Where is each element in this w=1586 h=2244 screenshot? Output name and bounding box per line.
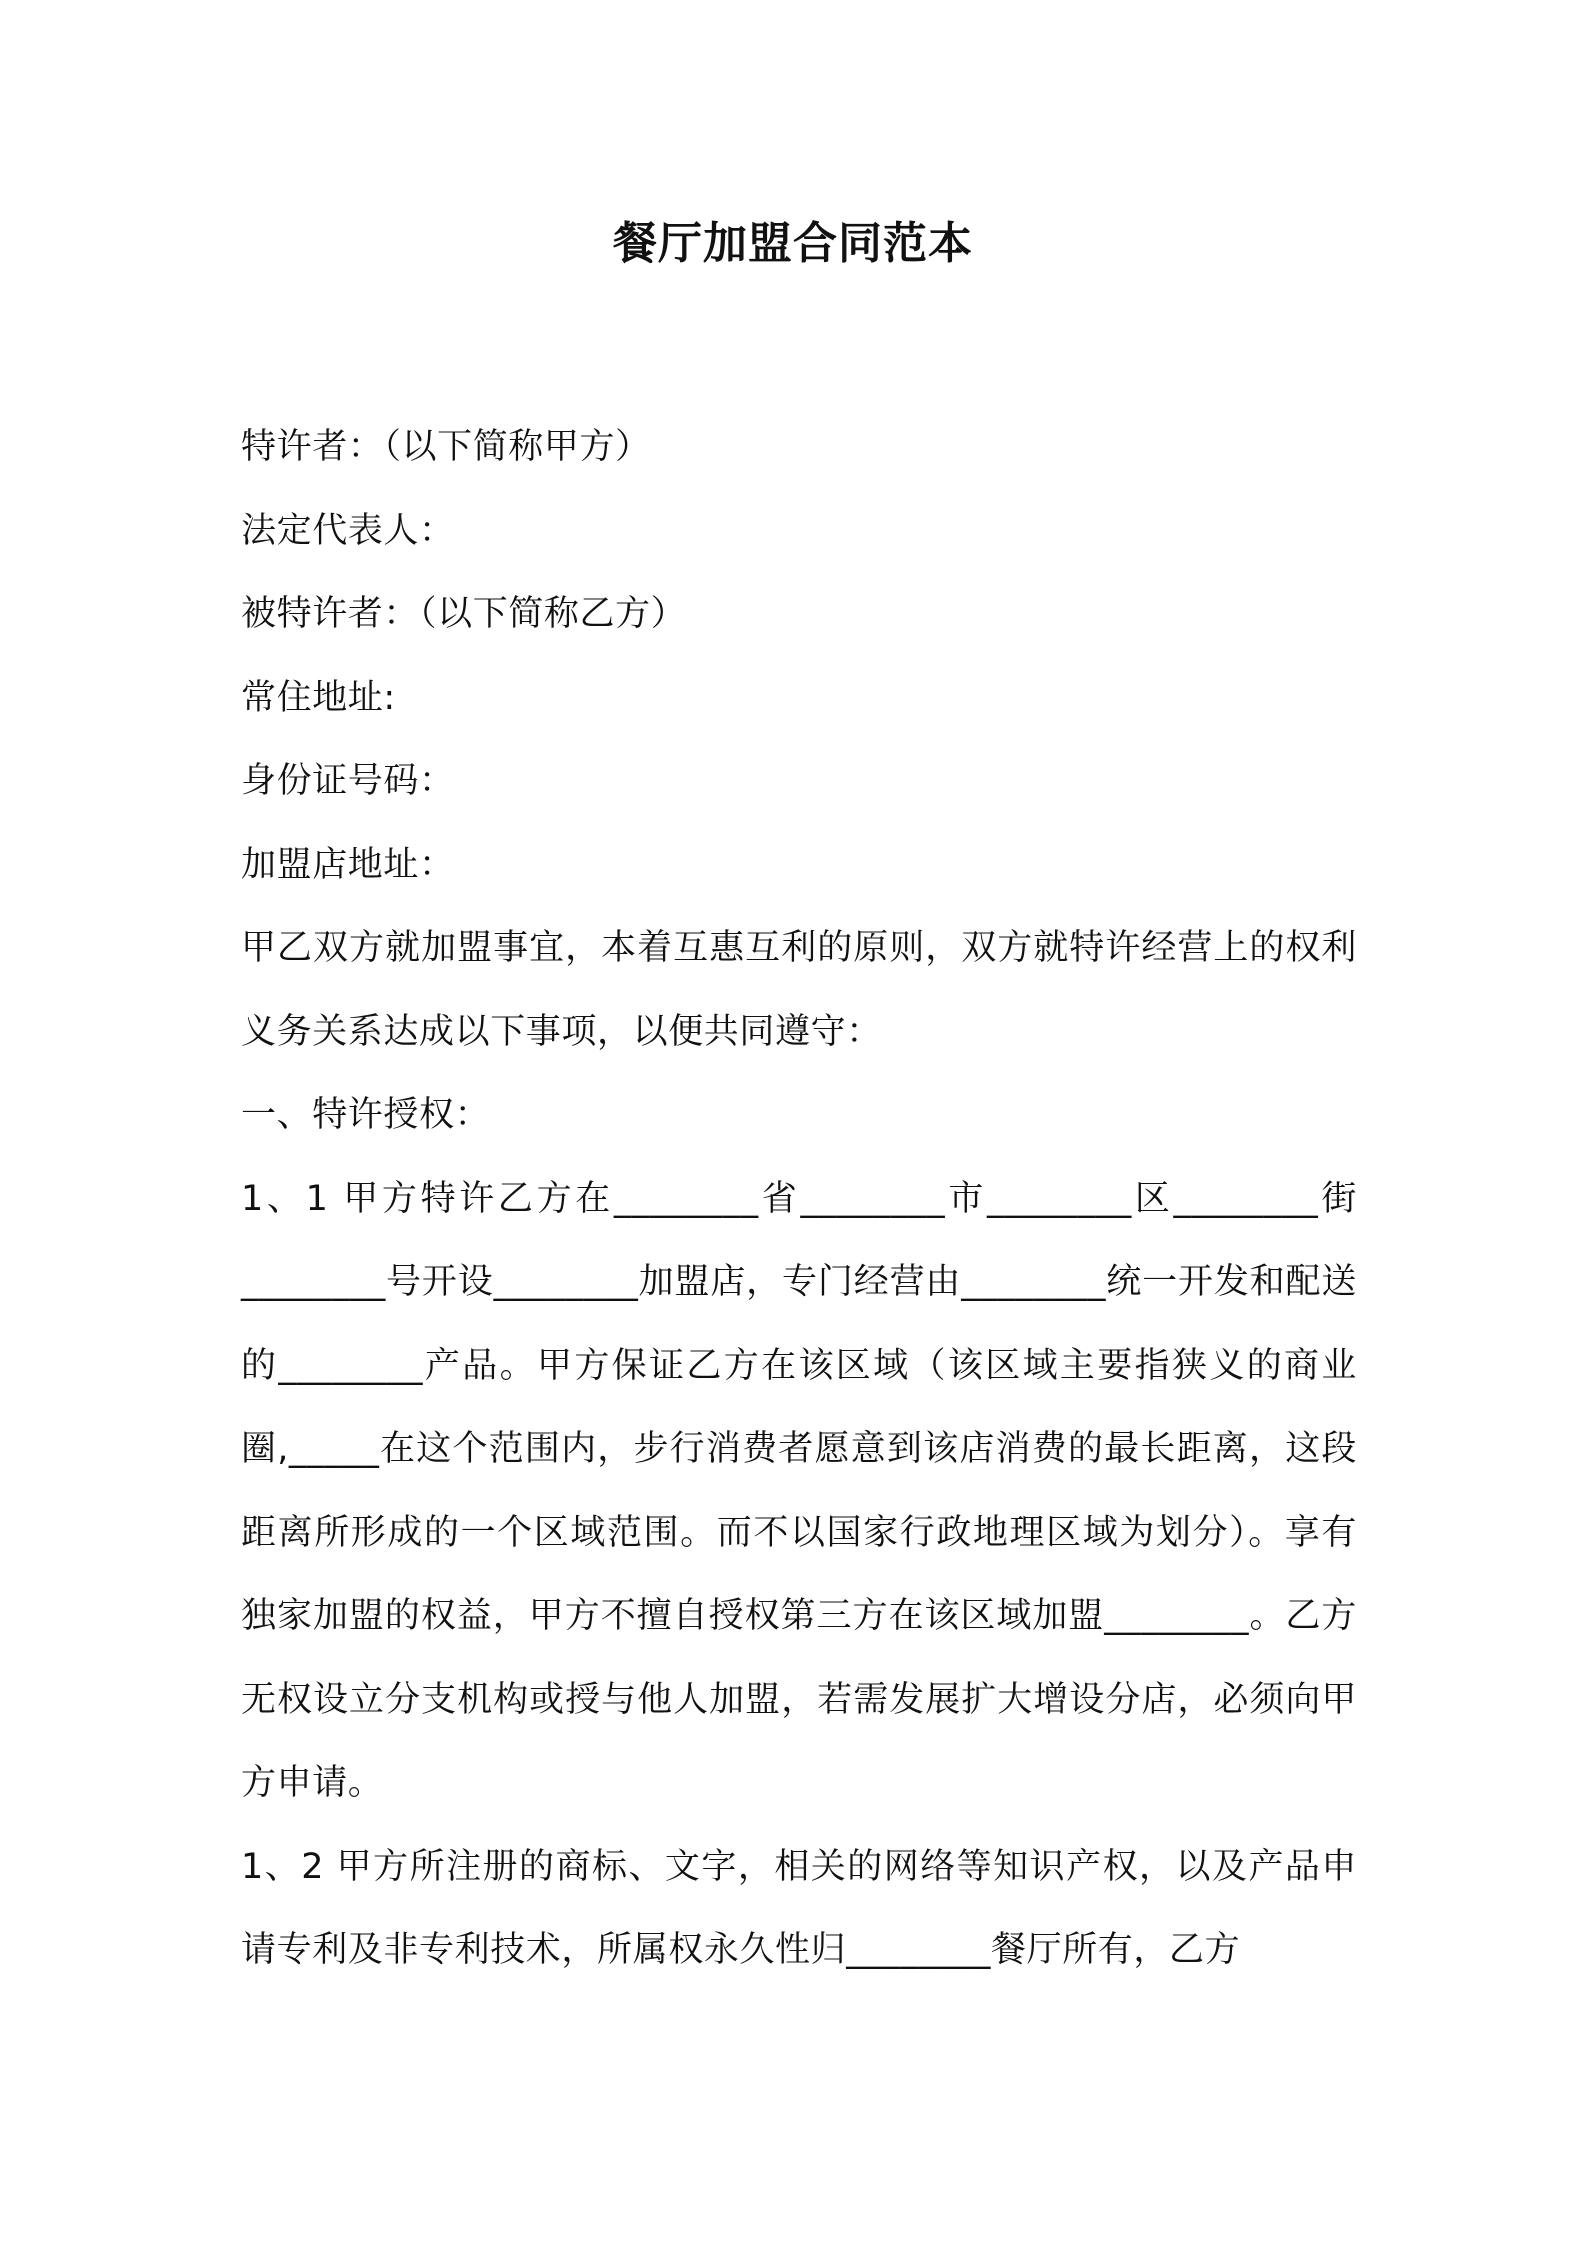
clause-1-1: 1、1 甲方特许乙方在________省________市________区________街________号开设________加盟店，专门经营由________统一开发和配送的________产品。甲方保证乙方在该区域（该区域主要指狭义的商业圈,_____在这个范围内，步行消费者愿意到该店消费的最长距离，这段距离所形成的一个区域范围。而不以国家行政地理区域为划分）。享有独家加盟的权益，甲方不擅自授权第三方在该区域加盟________。乙方无权设立分支机构或授与他人加盟，若需发展扩大增设分店，必须向甲方申请。 xyxy=(241,1178,1357,1803)
field-residential-address: 常住地址: xyxy=(241,677,396,718)
intro-paragraph: 甲乙双方就加盟事宜，本着互惠互利的原则，双方就特许经营上的权利义务关系达成以下事项，以便共同遵守： xyxy=(241,928,1357,1052)
field-franchisee: 被特许者：（以下简称乙方） xyxy=(241,594,687,634)
field-id-number: 身份证号码： xyxy=(241,761,455,801)
field-franchisor: 特许者：（以下简称甲方） xyxy=(241,427,651,467)
field-store-address: 加盟店地址： xyxy=(241,844,455,885)
field-legal-representative: 法定代表人： xyxy=(241,510,455,551)
document-body xyxy=(241,406,1357,1993)
clause-1-2: 1、2 甲方所注册的商标、文字，相关的网络等知识产权，以及产品申请专利及非专利技术，所属权永久性归________餐厅所有，乙方 xyxy=(241,1846,1357,1970)
document-title: 餐厅加盟合同范本 xyxy=(613,218,973,269)
section-1-heading: 一、特许授权： xyxy=(241,1095,491,1135)
